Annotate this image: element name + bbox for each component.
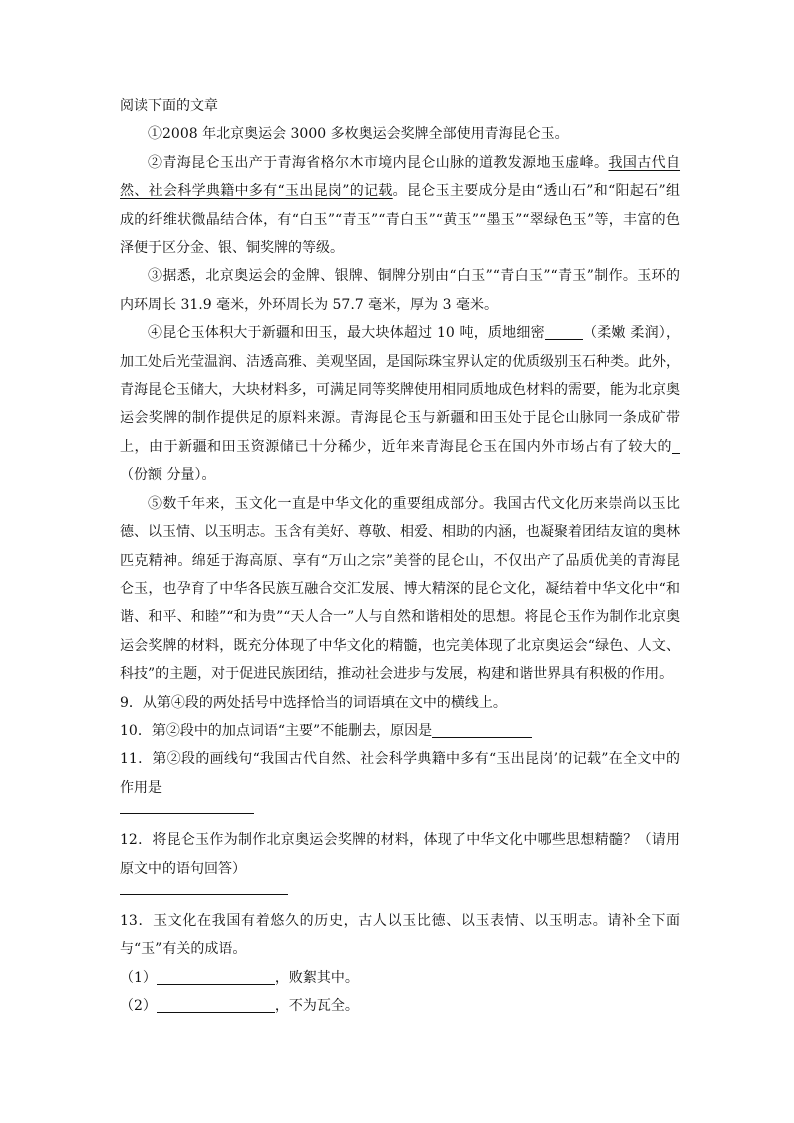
item-1-prefix: （1） [120,969,157,986]
question-13-item-2 [120,992,680,1020]
paragraph-2-text-b: 。昆仑玉主要成分是由“透山石”和“阳起石”组成的纤维状微晶结合体，有“白玉”“青玉”“青白玉”“黄玉”“墨玉”“翠绿色玉”等，丰富的色泽便于区分金、银、铜奖牌的等级。 [120,183,680,257]
question-11: 11．第②段的画线句“我国古代自然、社会科学典籍中多有“玉出昆岗’的记载”在全文中的作用是 [120,751,680,796]
answer-line-q12[interactable] [120,883,680,897]
paragraph-2-text-a: ②青海昆仑玉出产于青海省格尔木市境内昆仑山脉的道教发源地玉虚峰。 [148,154,609,171]
answer-blank-q10[interactable] [432,721,532,738]
paragraph-4-text-a: ④昆仑玉体积大于新疆和田玉，最大块体超过 10 吨，质地细密 [148,325,545,342]
question-10-text: 10．第②段中的加点词语“主要”不能删去，原因是 [120,722,433,739]
paragraph-1: ①2008 年北京奥运会 3000 多枚奥运会奖牌全部使用青海昆仑玉。 [148,126,569,143]
question-12: 12．将昆仑玉作为制作北京奥运会奖牌的材料，体现了中华文化中哪些思想精髓？（请用原文中的语句回答） [120,832,680,877]
question-9: 9．从第④段的两处括号中选择恰当的词语填在文中的横线上。 [120,694,507,711]
paragraph-4-text-b: （柔嫩 柔润），加工处后光莹温润、洁透高雅、美观坚固，是国际珠宝界认定的优质级别玉石种类。此外，青海昆仑玉储大，大块材料多，可满足同等奖牌使用相同质地成色材料的需要，能为北京奥运会奖牌的制作提供足的原料来源。青海昆仑玉与新疆和田玉处于昆仑山脉同一条成矿带上，由于新疆和田玉资源储已十分稀少，近年来青海昆仑玉在国内外市场占有了较大的 [120,325,681,455]
question-13-item-1 [120,964,680,992]
item-2-prefix: （2） [120,998,157,1015]
question-13: 13．玉文化在我国有着悠久的历史，古人以玉比德、以玉表情、以玉明志。请补全下面与“玉”有关的成语。 [120,912,680,958]
paragraph-5: ⑤数千年来，玉文化一直是中华文化的重要组成部分。我国古代文化历来崇尚以玉比德、以玉情、以玉明志。玉含有美好、尊敬、相爱、相助的内涵，也凝聚着团结友谊的奥林匹克精神。绵延于海高原、享有“万山之宗”美誉的昆仑山，不仅出产了品质优美的青海昆仑玉，也孕育了中华各民族互融合交汇发展、博大精深的昆仑文化，凝结着中华文化中“和谐、和平、和睦”“和为贵”“天人合一”人与自然和谐相处的思想。将昆仑玉作为制作北京奥运会奖牌的材料，既充分体现了中华文化的精髓，也完美体现了北京奥运会“绿色、人文、科技”的主题，对于促进民族团结，推动社会进步与发展，构建和谐世界具有积极的作用。 [120,495,680,683]
paragraph-4-text-c: （份额 分量）。 [120,467,216,484]
paragraph-4 [120,319,680,489]
paragraph-3: ③据悉，北京奥运会的金牌、银牌、铜牌分别由“白玉”“青白玉”“青玉”制作。玉环的内环周长 31.9 毫米，外环周长为 57.7 毫米，厚为 3 毫米。 [120,268,680,313]
item-1-suffix: ，败絮其中。 [274,969,359,986]
spacer [120,897,680,907]
answer-blank-q13-1[interactable] [157,968,275,985]
item-2-suffix: ，不为瓦全。 [274,998,359,1015]
question-10 [120,717,680,745]
document-page [120,92,680,1021]
fill-blank-1[interactable] [545,323,583,340]
answer-line-q11[interactable] [120,802,680,816]
fill-blank-2[interactable] [672,437,680,454]
spacer [120,816,680,826]
heading: 阅读下面的文章 [120,98,218,114]
answer-blank-q13-2[interactable] [157,996,275,1013]
paragraph-2-underlined-sentence: 我国古代自然、社会科学典籍中多有“玉出昆岗”的记载 [120,154,681,200]
paragraph-2 [120,149,680,263]
